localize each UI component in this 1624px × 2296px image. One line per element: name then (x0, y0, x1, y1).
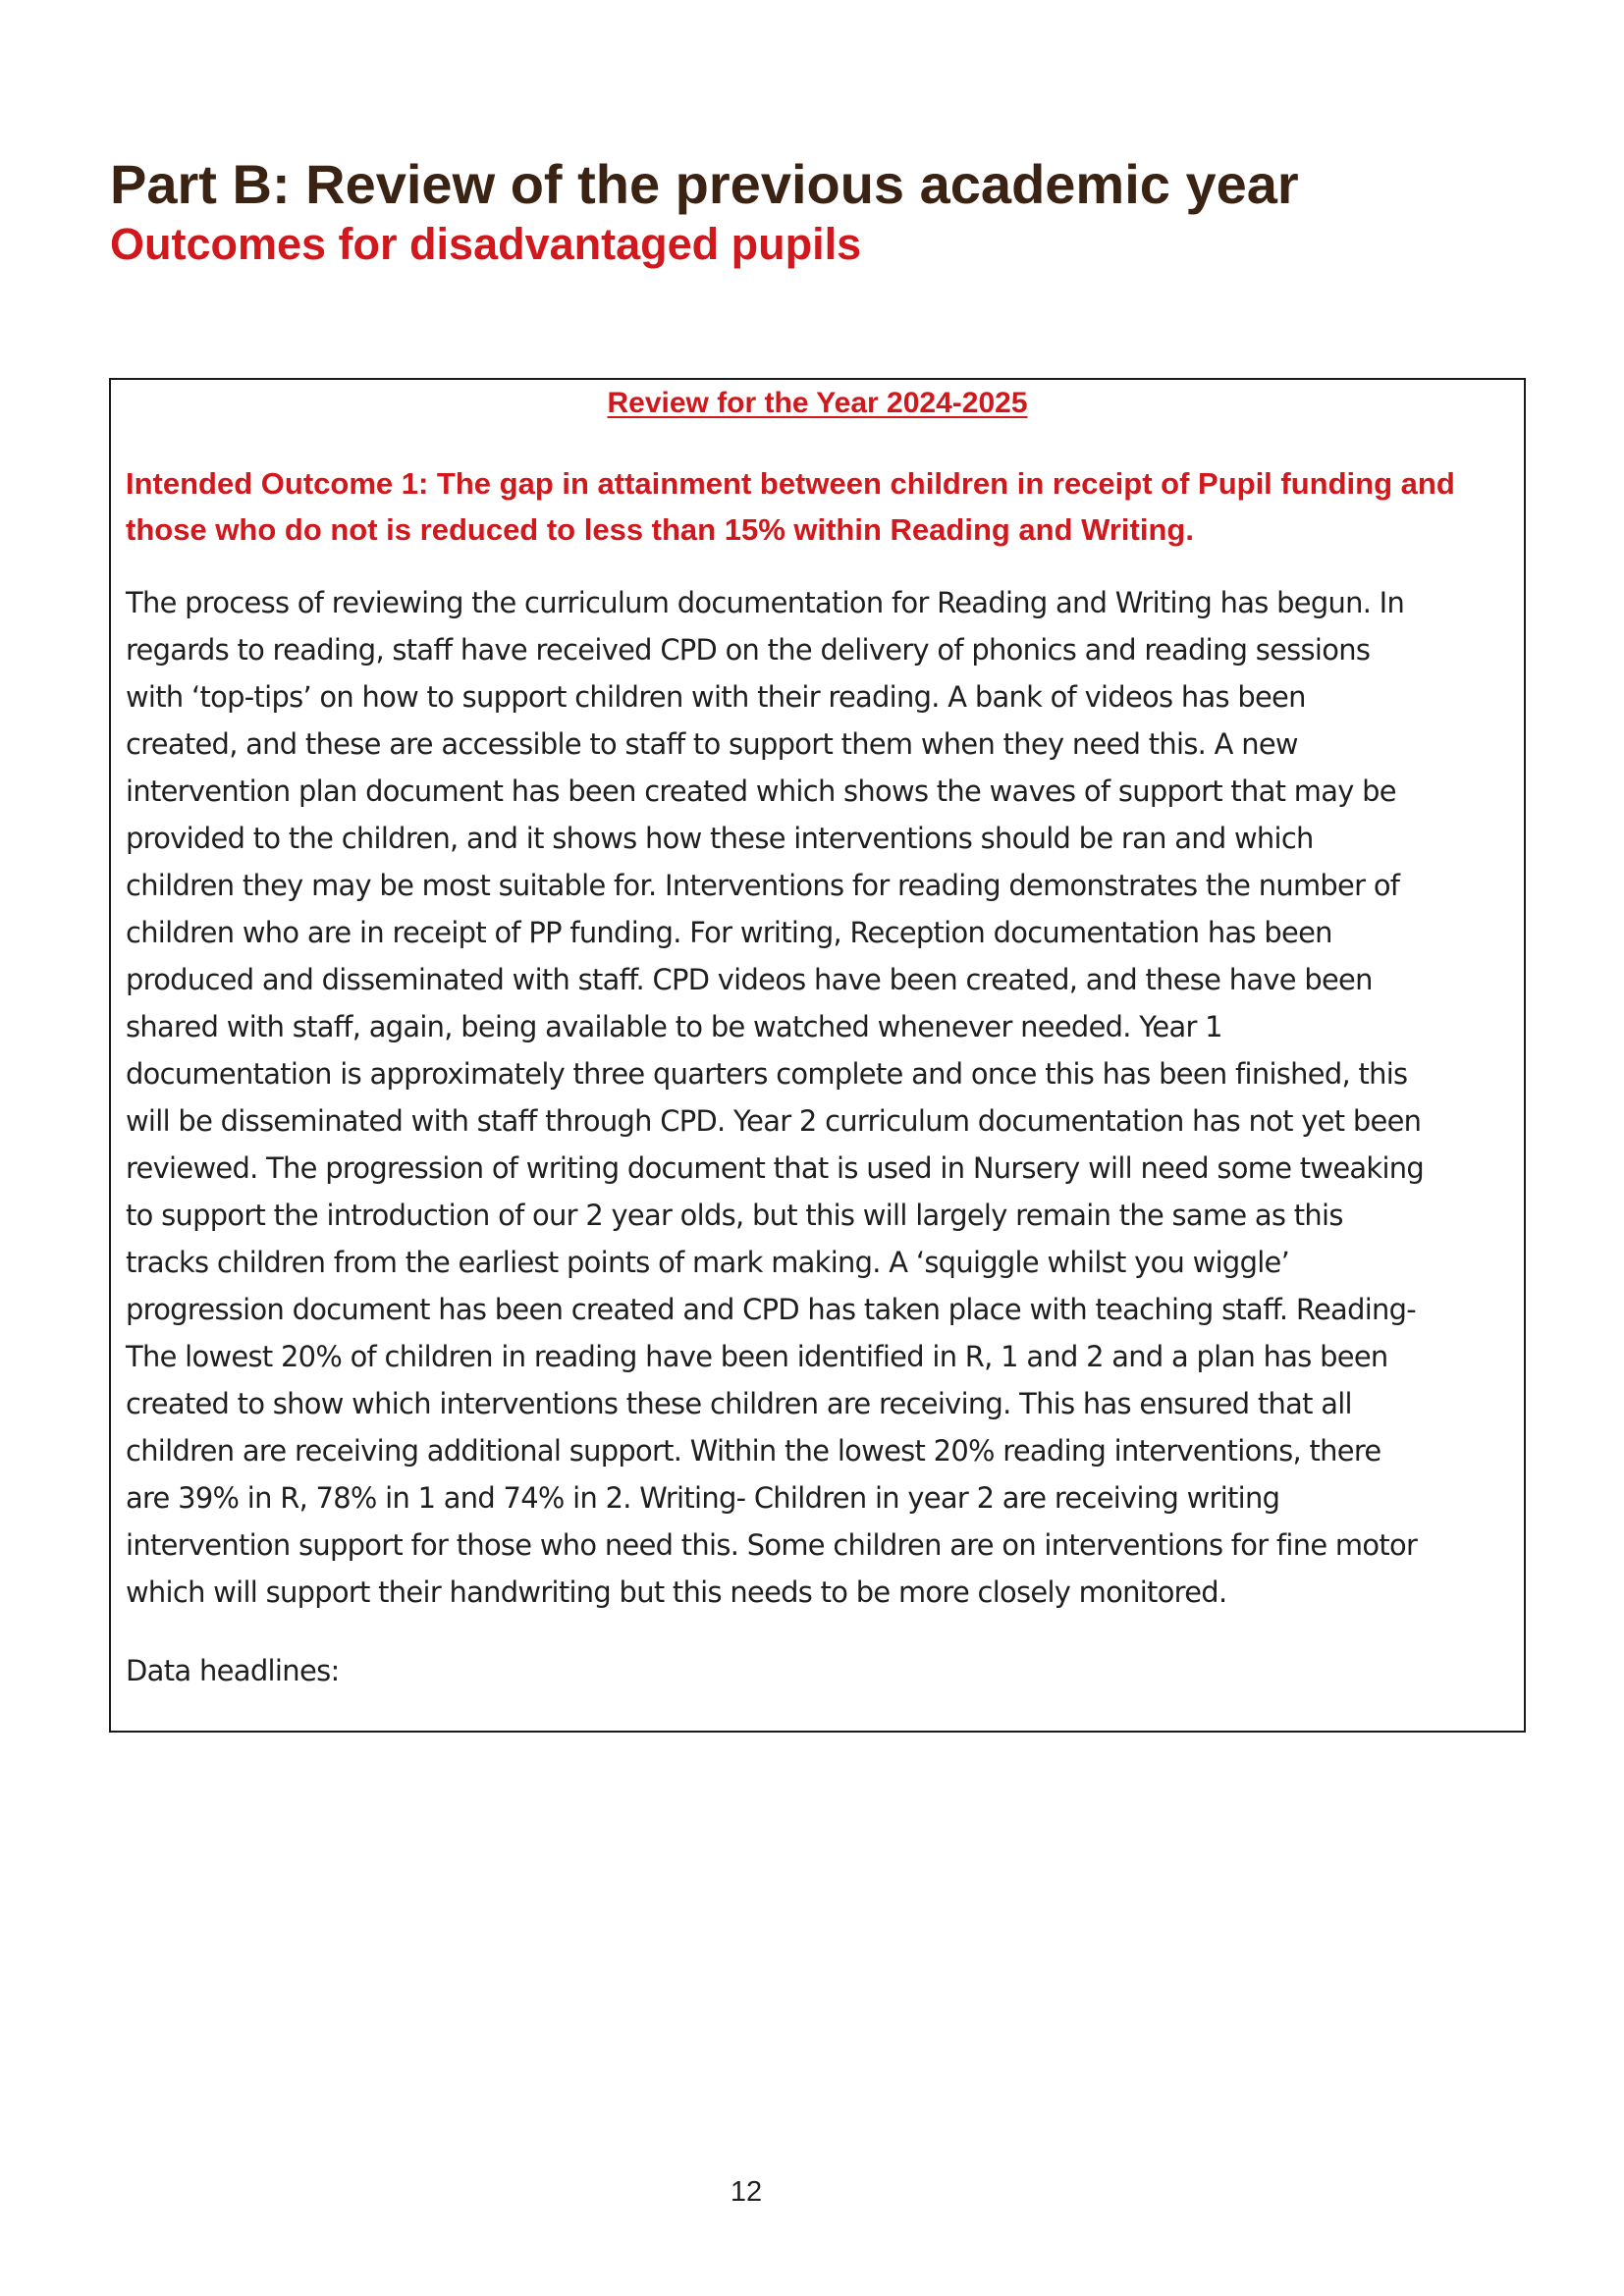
body-line: shared with staff, again, being available to be watched whenever needed. Year 1 (126, 1010, 1222, 1043)
review-box (109, 378, 1526, 1733)
body-line: created to show which interventions these children are receiving. This has ensured that all (126, 1387, 1352, 1420)
body-line: provided to the children, and it shows how these interventions should be ran and which (126, 822, 1314, 855)
body-line: children are receiving additional support. Within the lowest 20% reading interventions, there (126, 1434, 1381, 1468)
body-line: reviewed. The progression of writing document that is used in Nursery will need some tweaking (126, 1151, 1425, 1185)
body-line: are 39% in R, 78% in 1 and 74% in 2. Writing- Children in year 2 are receiving writing (126, 1481, 1280, 1515)
intended-outcome-heading: Intended Outcome 1: The gap in attainment between children in receipt of Pupil funding and those who do not is reduced to less than 15% within Reading and Writing. (126, 466, 1455, 547)
body-line: to support the introduction of our 2 year olds, but this will largely remain the same as this (126, 1199, 1343, 1232)
body-line: with ‘top-tips’ on how to support children with their reading. A bank of videos has been (126, 680, 1306, 714)
body-line: tracks children from the earliest points of mark making. A ‘squiggle whilst you wiggle’ (126, 1246, 1290, 1279)
body-line: regards to reading, staff have received CPD on the delivery of phonics and reading sessions (126, 633, 1371, 667)
body-line: intervention support for those who need this. Some children are on interventions for fine motor (126, 1528, 1418, 1562)
body-line: produced and disseminated with staff. CPD videos have been created, and these have been (126, 963, 1373, 996)
page-title: Part B: Review of the previous academic year (110, 153, 1299, 215)
body-line: children who are in receipt of PP funding. For writing, Reception documentation has been (126, 916, 1332, 949)
data-headlines-label: Data headlines: (126, 1654, 340, 1687)
page-subtitle: Outcomes for disadvantaged pupils (110, 219, 862, 269)
body-line: documentation is approximately three quarters complete and once this has been finished, this (126, 1057, 1408, 1091)
body-line: The lowest 20% of children in reading have been identified in R, 1 and 2 and a plan has been (126, 1340, 1388, 1373)
page-number: 12 (730, 2176, 763, 2208)
body-line: progression document has been created and CPD has taken place with teaching staff. Reading- (126, 1293, 1417, 1326)
body-line: created, and these are accessible to staff to support them when they need this. A new (126, 727, 1298, 761)
body-line: which will support their handwriting but this needs to be more closely monitored. (126, 1575, 1227, 1609)
body-line: The process of reviewing the curriculum documentation for Reading and Writing has begun. In (126, 586, 1405, 619)
body-line: children they may be most suitable for. Interventions for reading demonstrates the number of (126, 869, 1400, 902)
body-line: intervention plan document has been created which shows the waves of support that may be (126, 774, 1396, 808)
review-body (126, 579, 1520, 1616)
review-title: Review for the Year 2024-2025 (607, 387, 1028, 419)
body-line: will be disseminated with staff through CPD. Year 2 curriculum documentation has not yet been (126, 1104, 1422, 1138)
